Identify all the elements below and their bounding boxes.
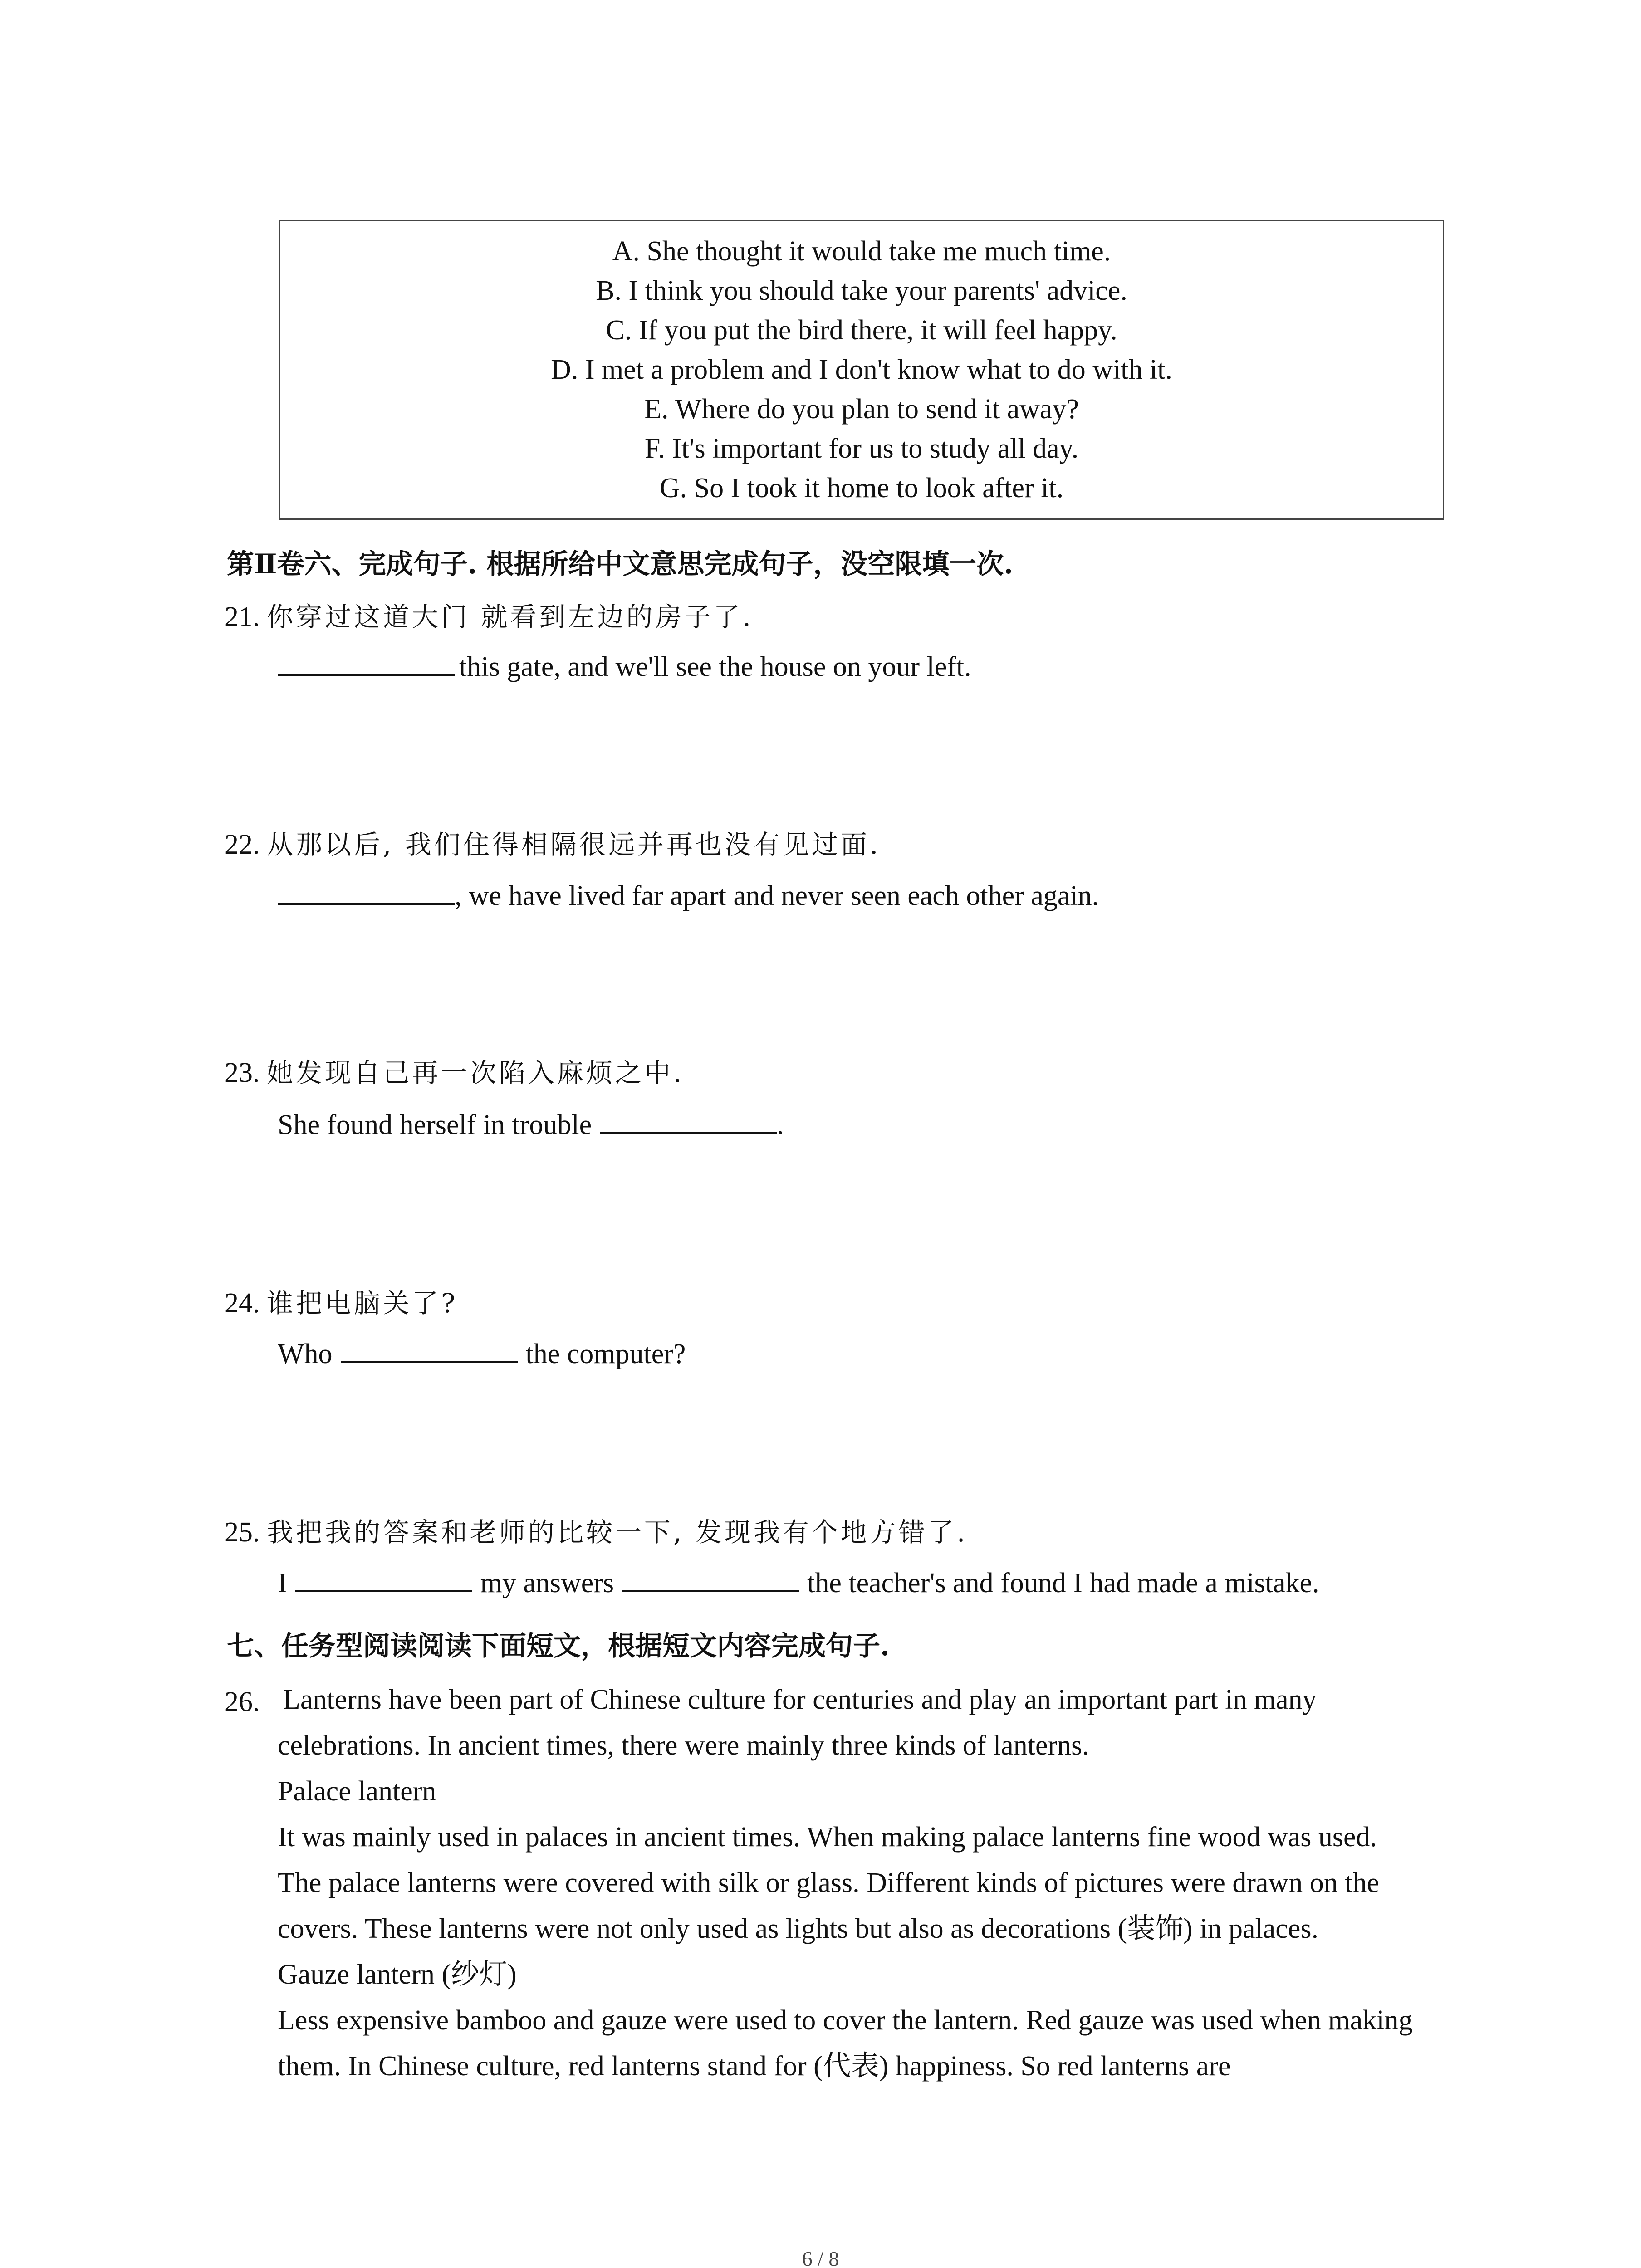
question-24-prompt [225,1285,458,1322]
chinese-prompt: 我把我的答案和老师的比较一下, 发现我有个地方错了. [267,1517,968,1548]
sentence-text: She found herself in trouble [278,1110,592,1140]
question-26-number: 26. [225,1686,260,1717]
passage-heading-palace: Palace lantern [278,1776,436,1807]
chinese-prompt: 你穿过这道大门 就看到左边的房子了. [267,601,754,632]
section-7-title: 七、任务型阅读阅读下面短文，根据短文内容完成句子. [227,1630,890,1662]
option-f: F. It's important for us to study all day. [644,433,1079,464]
question-number: 25. [225,1517,260,1548]
chinese-prompt: 从那以后, 我们住得相隔很远并再也没有见过面. [267,829,881,860]
sentence-text: . [777,1110,784,1140]
question-22-sentence [278,878,1099,914]
question-number: 21. [225,601,260,632]
option-b: B. I think you should take your parents' advice. [596,275,1127,306]
question-24-sentence [278,1336,686,1373]
chinese-prompt: 她发现自己再一次陷入麻烦之中. [267,1057,685,1088]
question-23-prompt [225,1055,684,1091]
passage-heading-gauze: Gauze lantern (纱灯) [278,1959,517,1990]
sentence-text: my answers [480,1568,614,1598]
option-e: E. Where do you plan to send it away? [644,394,1079,425]
option-g: G. So I took it home to look after it. [659,473,1064,503]
question-25-sentence [278,1565,1319,1602]
option-a: A. She thought it would take me much time. [612,236,1111,267]
passage-paragraph-gauze: Less expensive bamboo and gauze were used to cover the lantern. Red gauze was used when making them. In Chinese culture, red lanterns stand for (代表) happiness. So red lanterns are [278,2005,1413,2082]
question-22-prompt [225,826,881,863]
sentence-text: Who [278,1339,333,1369]
question-21-prompt [225,599,754,635]
question-21-sentence [278,649,971,685]
sentence-text: I [278,1568,287,1598]
passage-intro: Lanterns have been part of Chinese culture for centuries and play an important part in many celebrations. In ancient times, there were mainly three kinds of lanterns. [278,1684,1317,1761]
question-25-prompt [225,1514,968,1551]
section-6-title: 第Ⅱ卷六、完成句子. 根据所给中文意思完成句子，没空限填一次. [227,548,1014,580]
answer-blank[interactable] [341,1338,518,1363]
sentence-text: the teacher's and found I had made a mistake. [807,1568,1319,1598]
question-number: 22. [225,829,260,860]
reading-passage [278,1677,1421,2089]
answer-blank-1[interactable] [295,1567,472,1592]
options-box [279,220,1444,520]
option-d: D. I met a problem and I don't know what to do with it. [551,354,1172,385]
sentence-text: this gate, and we'll see the house on your left. [459,651,971,682]
passage-paragraph-palace: It was mainly used in palaces in ancient times. When making palace lanterns fine wood was used. The palace lanterns were covered with silk or glass. Different kinds of pictures were drawn on the covers. These lanterns were not only used as lights but also as decorations (装饰) in palaces. [278,1822,1380,1944]
option-c: C. If you put the bird there, it will feel happy. [606,315,1117,346]
question-23-sentence [278,1107,784,1144]
answer-blank[interactable] [278,880,455,905]
sentence-text: the computer? [525,1339,686,1369]
answer-blank-2[interactable] [622,1567,799,1592]
answer-blank[interactable] [278,650,455,676]
chinese-prompt: 谁把电脑关了? [267,1288,458,1319]
question-number: 23. [225,1057,260,1088]
page-number: 6 / 8 [802,2247,839,2268]
sentence-text: , we have lived far apart and never seen each other again. [455,880,1099,911]
question-number: 24. [225,1288,260,1319]
answer-blank[interactable] [600,1109,777,1134]
